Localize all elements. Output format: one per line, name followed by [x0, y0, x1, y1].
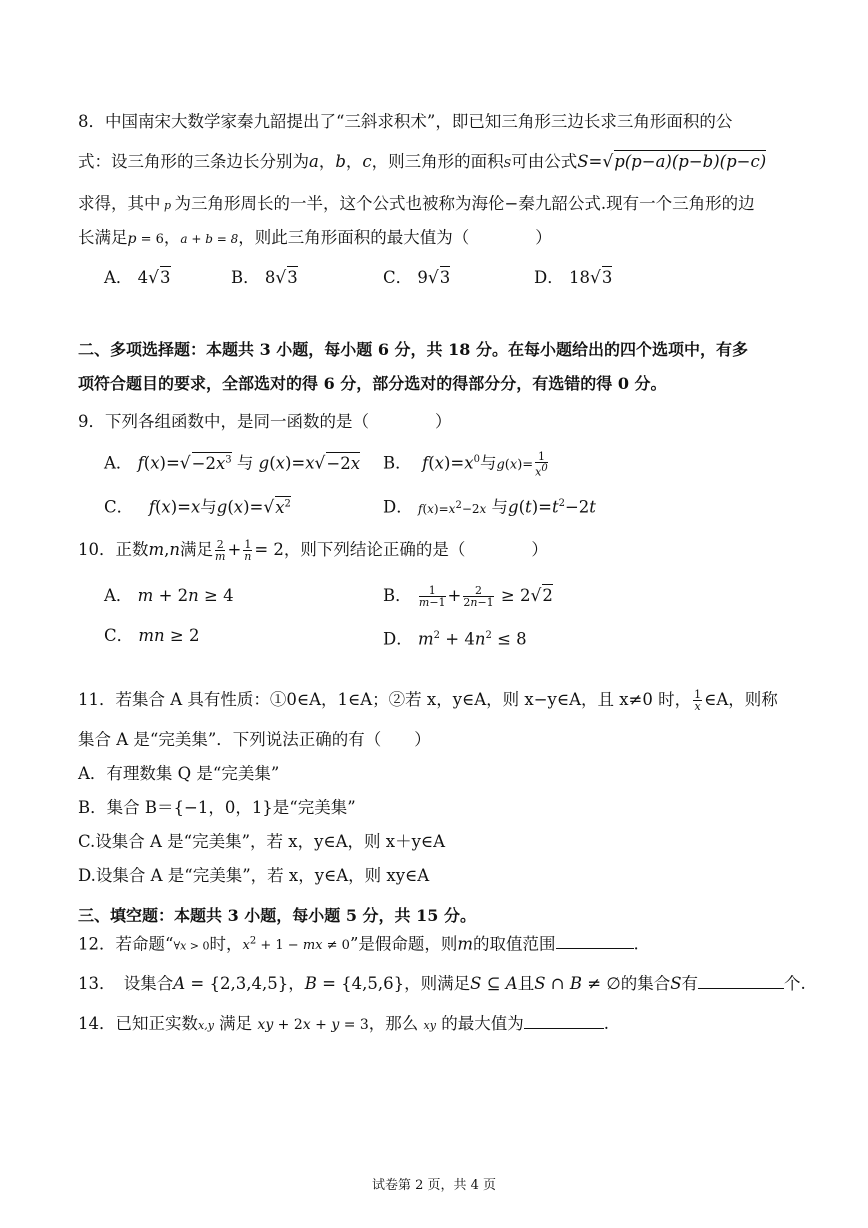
q8-option-b: B． 8√3 — [231, 268, 298, 288]
q14-stem: 14．已知正实数x,y 满足 xy + 2x + y = 3，那么 xy 的最大值为 . — [78, 1010, 609, 1038]
q9-stem: 9．下列各组函数中，是同一函数的是（ ） — [78, 412, 452, 431]
q12-stem: 12．若命题“∀x > 0时，$x^2 + 1$ − mx ≠ 0”是假命题，则m的取值范围 . — [78, 930, 639, 958]
q11-option-b: B．集合 B＝{−1，0，1}是“完美集” — [78, 798, 356, 817]
q9-option-a: A． $f(x)=√-2x^3$ 与 g(x)=x√−2x — [104, 453, 361, 474]
q8-option-d: D． 18√3 — [534, 268, 613, 288]
q14-answer-blank[interactable] — [524, 1010, 604, 1029]
q9-option-d: D． $f(x)=x^2-2x$ 与$g(t)=t^2-2t$ — [383, 497, 596, 517]
q8-option-c: C． 9√3 — [383, 268, 451, 288]
q8-line2: 式：设三角形的三条边长分别为a，b，c，则三角形的面积S可由公式S=√p(p−a)(p−b)(p−c) — [78, 152, 767, 172]
q9-option-c: C． f(x)=x与$g(x)=√x^2$ — [104, 497, 291, 518]
q10-option-a: A． m + 2n ≥ 4 — [104, 586, 234, 605]
q8-line4: 长满足p = 6，a + b = 8，则此三角形面积的最大值为（ ） — [78, 228, 552, 247]
q11-option-a: A．有理数集 Q 是“完美集” — [78, 764, 280, 783]
q8-line3: 求得，其中 p 为三角形周长的一半，这个公式也被称为海伦−秦九韶公式.现有一个三角形的边 — [78, 194, 755, 213]
q10-option-b: B． $\frac{1}{m-1}$ + $\frac{2}{2n-1}$ ≥ 2√2 — [383, 584, 553, 609]
q10-stem: 10．正数m,n满足 $\frac{2}{m}$ + $\frac{1}{n}$ = 2，则下列结论正确的是（ ） — [78, 538, 548, 563]
q8-line1: 8．中国南宋大数学家秦九韶提出了“三斜求积术”，即已知三角形三边长求三角形面积的公 — [78, 112, 733, 131]
q13-answer-blank[interactable] — [698, 970, 784, 989]
q10-option-c: C． mn ≥ 2 — [104, 626, 200, 645]
q12-answer-blank[interactable] — [556, 930, 634, 949]
q9-option-b: B． $f(x)=x^0$与g(x)= $\frac{1}{x^0}$ — [383, 449, 548, 479]
section3-heading: 三、填空题：本题共 3 小题，每小题 5 分，共 15 分。 — [78, 906, 476, 925]
q11-option-d: D.设集合 A 是“完美集”，若 x，y∈A，则 xy∈A — [78, 866, 430, 885]
section2-heading-line1: 二、多项选择题：本题共 3 小题，每小题 6 分，共 18 分。在每小题给出的四个选项中，有多 — [78, 340, 748, 359]
q10-option-d: D． $m^2 + 4n^2 \le 8$ — [383, 629, 527, 649]
heron-formula: S — [577, 152, 589, 171]
page-footer: 试卷第 2 页，共 4 页 — [371, 1178, 497, 1193]
q11-line2: 集合 A 是“完美集”．下列说法正确的有（ ） — [78, 730, 431, 749]
q13-stem: 13． 设集合A = {2,3,4,5}，B = {4,5,6}，则满足S ⊆ A且S ∩ B ≠ ∅的集合S有 个. — [78, 970, 806, 996]
q8-option-a: A． 4√3 — [104, 268, 171, 288]
q11-line1: 11．若集合 A 具有性质：①0∈A，1∈A；②若 x，y∈A，则 x−y∈A，且 x≠0 时， $\frac{1}{x}$ ∈A，则称 — [78, 688, 778, 713]
section2-heading-line2: 项符合题目的要求，全部选对的得 6 分，部分选对的得部分分，有选错的得 0 分。 — [78, 374, 667, 393]
q11-option-c: C.设集合 A 是“完美集”，若 x，y∈A，则 x＋y∈A — [78, 832, 446, 851]
